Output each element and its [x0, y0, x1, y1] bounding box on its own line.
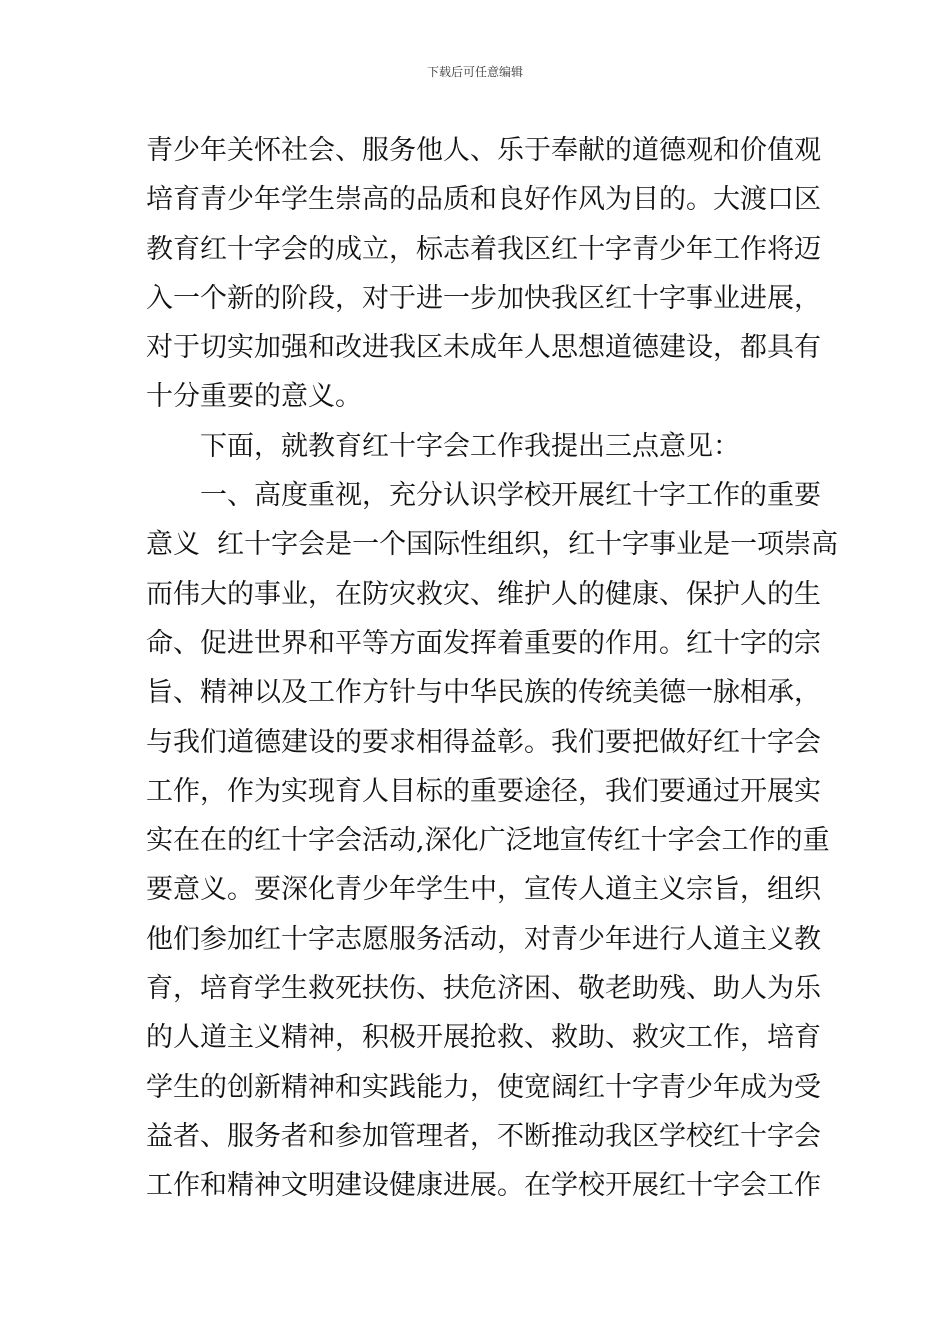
text-line: 要意义。要深化青少年学生中，宣传人道主义宗旨，组织 [146, 874, 821, 906]
text-line: 的人道主义精神，积极开展抢救、救助、救灾工作，培育 [146, 1022, 821, 1054]
text-line: 而伟大的事业，在防灾救灾、维护人的健康、保护人的生 [146, 578, 821, 610]
text-line: 育，培育学生救死扶伤、扶危济困、敬老助残、助人为乐 [146, 973, 821, 1005]
document-body [146, 126, 839, 1211]
text-line: 对于切实加强和改进我区未成年人思想道德建设，都具有 [146, 332, 821, 364]
text-line: 学生的创新精神和实践能力，使宽阔红十字青少年成为受 [146, 1071, 821, 1103]
text-line: 旨、精神以及工作方针与中华民族的传统美德一脉相承， [146, 677, 821, 709]
text-line: 实在在的红十字会活动,深化广泛地宣传红十字会工作的重 [146, 825, 830, 857]
text-line: 与我们道德建设的要求相得益彰。我们要把做好红十字会 [146, 726, 821, 758]
text-line: 意义 红十字会是一个国际性组织，红十字事业是一项崇高 [146, 529, 839, 561]
text-line: 教育红十字会的成立，标志着我区红十字青少年工作将迈 [146, 233, 821, 265]
text-line: 命、促进世界和平等方面发挥着重要的作用。红十字的宗 [146, 627, 821, 659]
text-line: 工作和精神文明建设健康进展。在学校开展红十字会工作 [146, 1170, 821, 1202]
section-heading-line: 一、高度重视，充分认识学校开展红十字工作的重要 [200, 480, 821, 512]
text-line: 他们参加红十字志愿服务活动，对青少年进行人道主义教 [146, 923, 821, 955]
text-line: 十分重要的意义。 [146, 381, 362, 413]
text-line: 入一个新的阶段，对于进一步加快我区红十字事业进展， [146, 282, 821, 314]
text-line: 青少年关怀社会、服务他人、乐于奉献的道德观和价值观 [146, 135, 821, 166]
text-line: 益者、服务者和参加管理者，不断推动我区学校红十字会 [146, 1120, 821, 1152]
text-line: 工作，作为实现育人目标的重要途径，我们要通过开展实 [146, 775, 821, 807]
page-header-note: 下载后可任意编辑 [426, 65, 523, 79]
paragraph-first-line: 下面，就教育红十字会工作我提出三点意见： [200, 430, 740, 462]
text-line: 培育青少年学生崇高的品质和良好作风为目的。大渡口区 [146, 184, 821, 216]
